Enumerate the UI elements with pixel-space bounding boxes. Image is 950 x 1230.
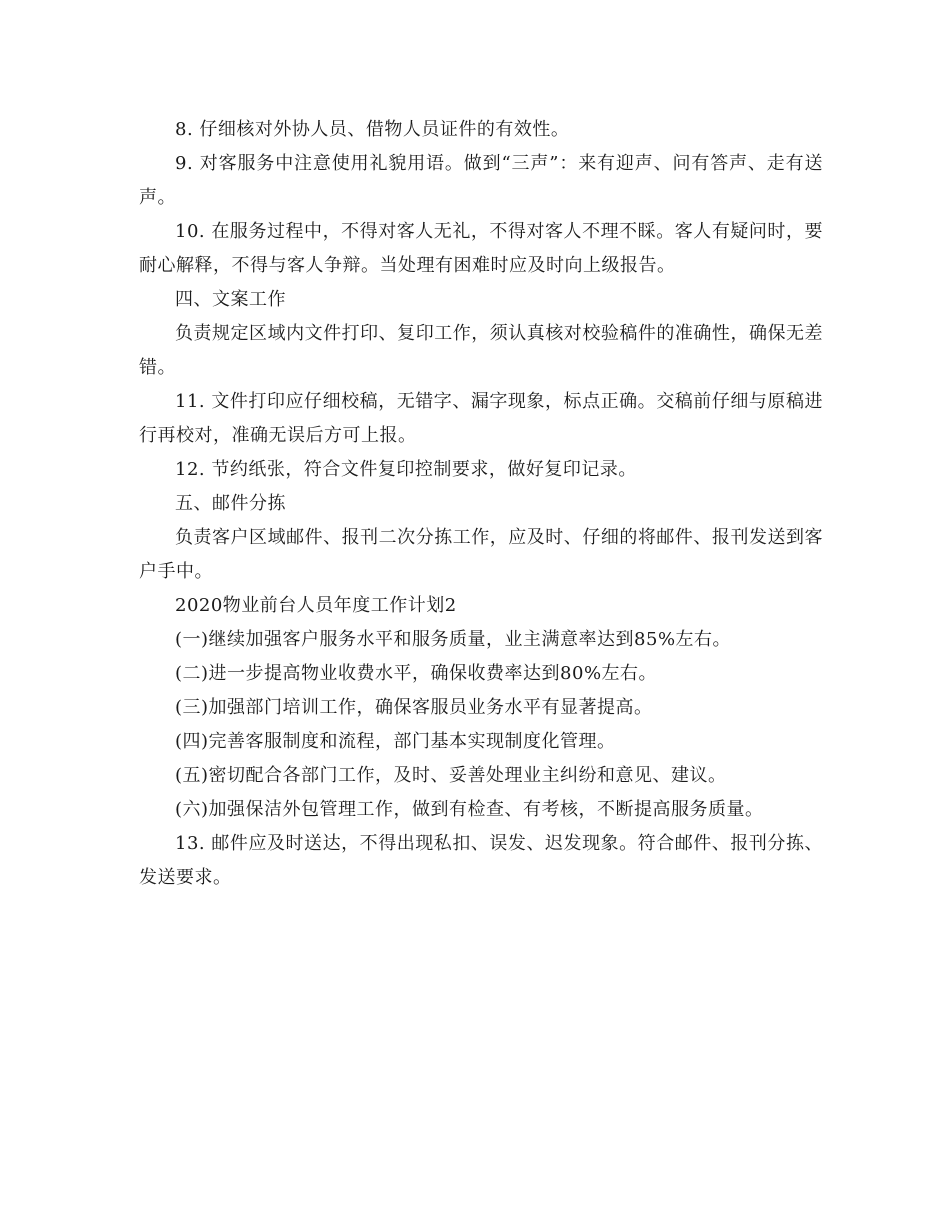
section-heading-copywriting: 四、文案工作 [175,289,286,310]
document-body [139,113,823,895]
paragraph-item-11: 11. 文件打印应仔细校稿，无错字、漏字现象，标点正确。交稿前仔细与原稿进行再校对，准确无误后方可上报。 [139,391,823,446]
paragraph-item-8: 8. 仔细核对外协人员、借物人员证件的有效性。 [175,119,570,140]
plan-title: 2020物业前台人员年度工作计划2 [175,595,457,616]
paragraph-item-10: 10. 在服务过程中，不得对客人无礼，不得对客人不理不睬。客人有疑问时，要耐心解释，不得与客人争辩。当处理有困难时应及时向上级报告。 [139,221,823,276]
paragraph-item-12: 12. 节约纸张，符合文件复印控制要求，做好复印记录。 [175,459,637,480]
plan-item-2: (二)进一步提高物业收费水平，确保收费率达到80%左右。 [175,663,658,684]
plan-item-1: (一)继续加强客户服务水平和服务质量，业主满意率达到85%左右。 [175,629,732,650]
paragraph-mail-sorting-duty: 负责客户区域邮件、报刊二次分拣工作，应及时、仔细的将邮件、报刊发送到客户手中。 [139,527,823,582]
paragraph-item-13: 13. 邮件应及时送达，不得出现私扣、误发、迟发现象。符合邮件、报刊分拣、发送要求。 [139,833,823,888]
plan-item-5: (五)密切配合各部门工作，及时、妥善处理业主纠纷和意见、建议。 [175,765,727,786]
plan-item-6: (六)加强保洁外包管理工作，做到有检查、有考核，不断提高服务质量。 [175,799,764,820]
paragraph-item-9: 9. 对客服务中注意使用礼貌用语。做到“三声”：来有迎声、问有答声、走有送声。 [139,153,823,208]
plan-item-4: (四)完善客服制度和流程，部门基本实现制度化管理。 [175,731,616,752]
section-heading-mail-sorting: 五、邮件分拣 [175,493,286,514]
paragraph-copywriting-duty: 负责规定区域内文件打印、复印工作，须认真核对校验稿件的准确性，确保无差错。 [139,323,823,378]
plan-item-3: (三)加强部门培训工作，确保客服员业务水平有显著提高。 [175,697,653,718]
